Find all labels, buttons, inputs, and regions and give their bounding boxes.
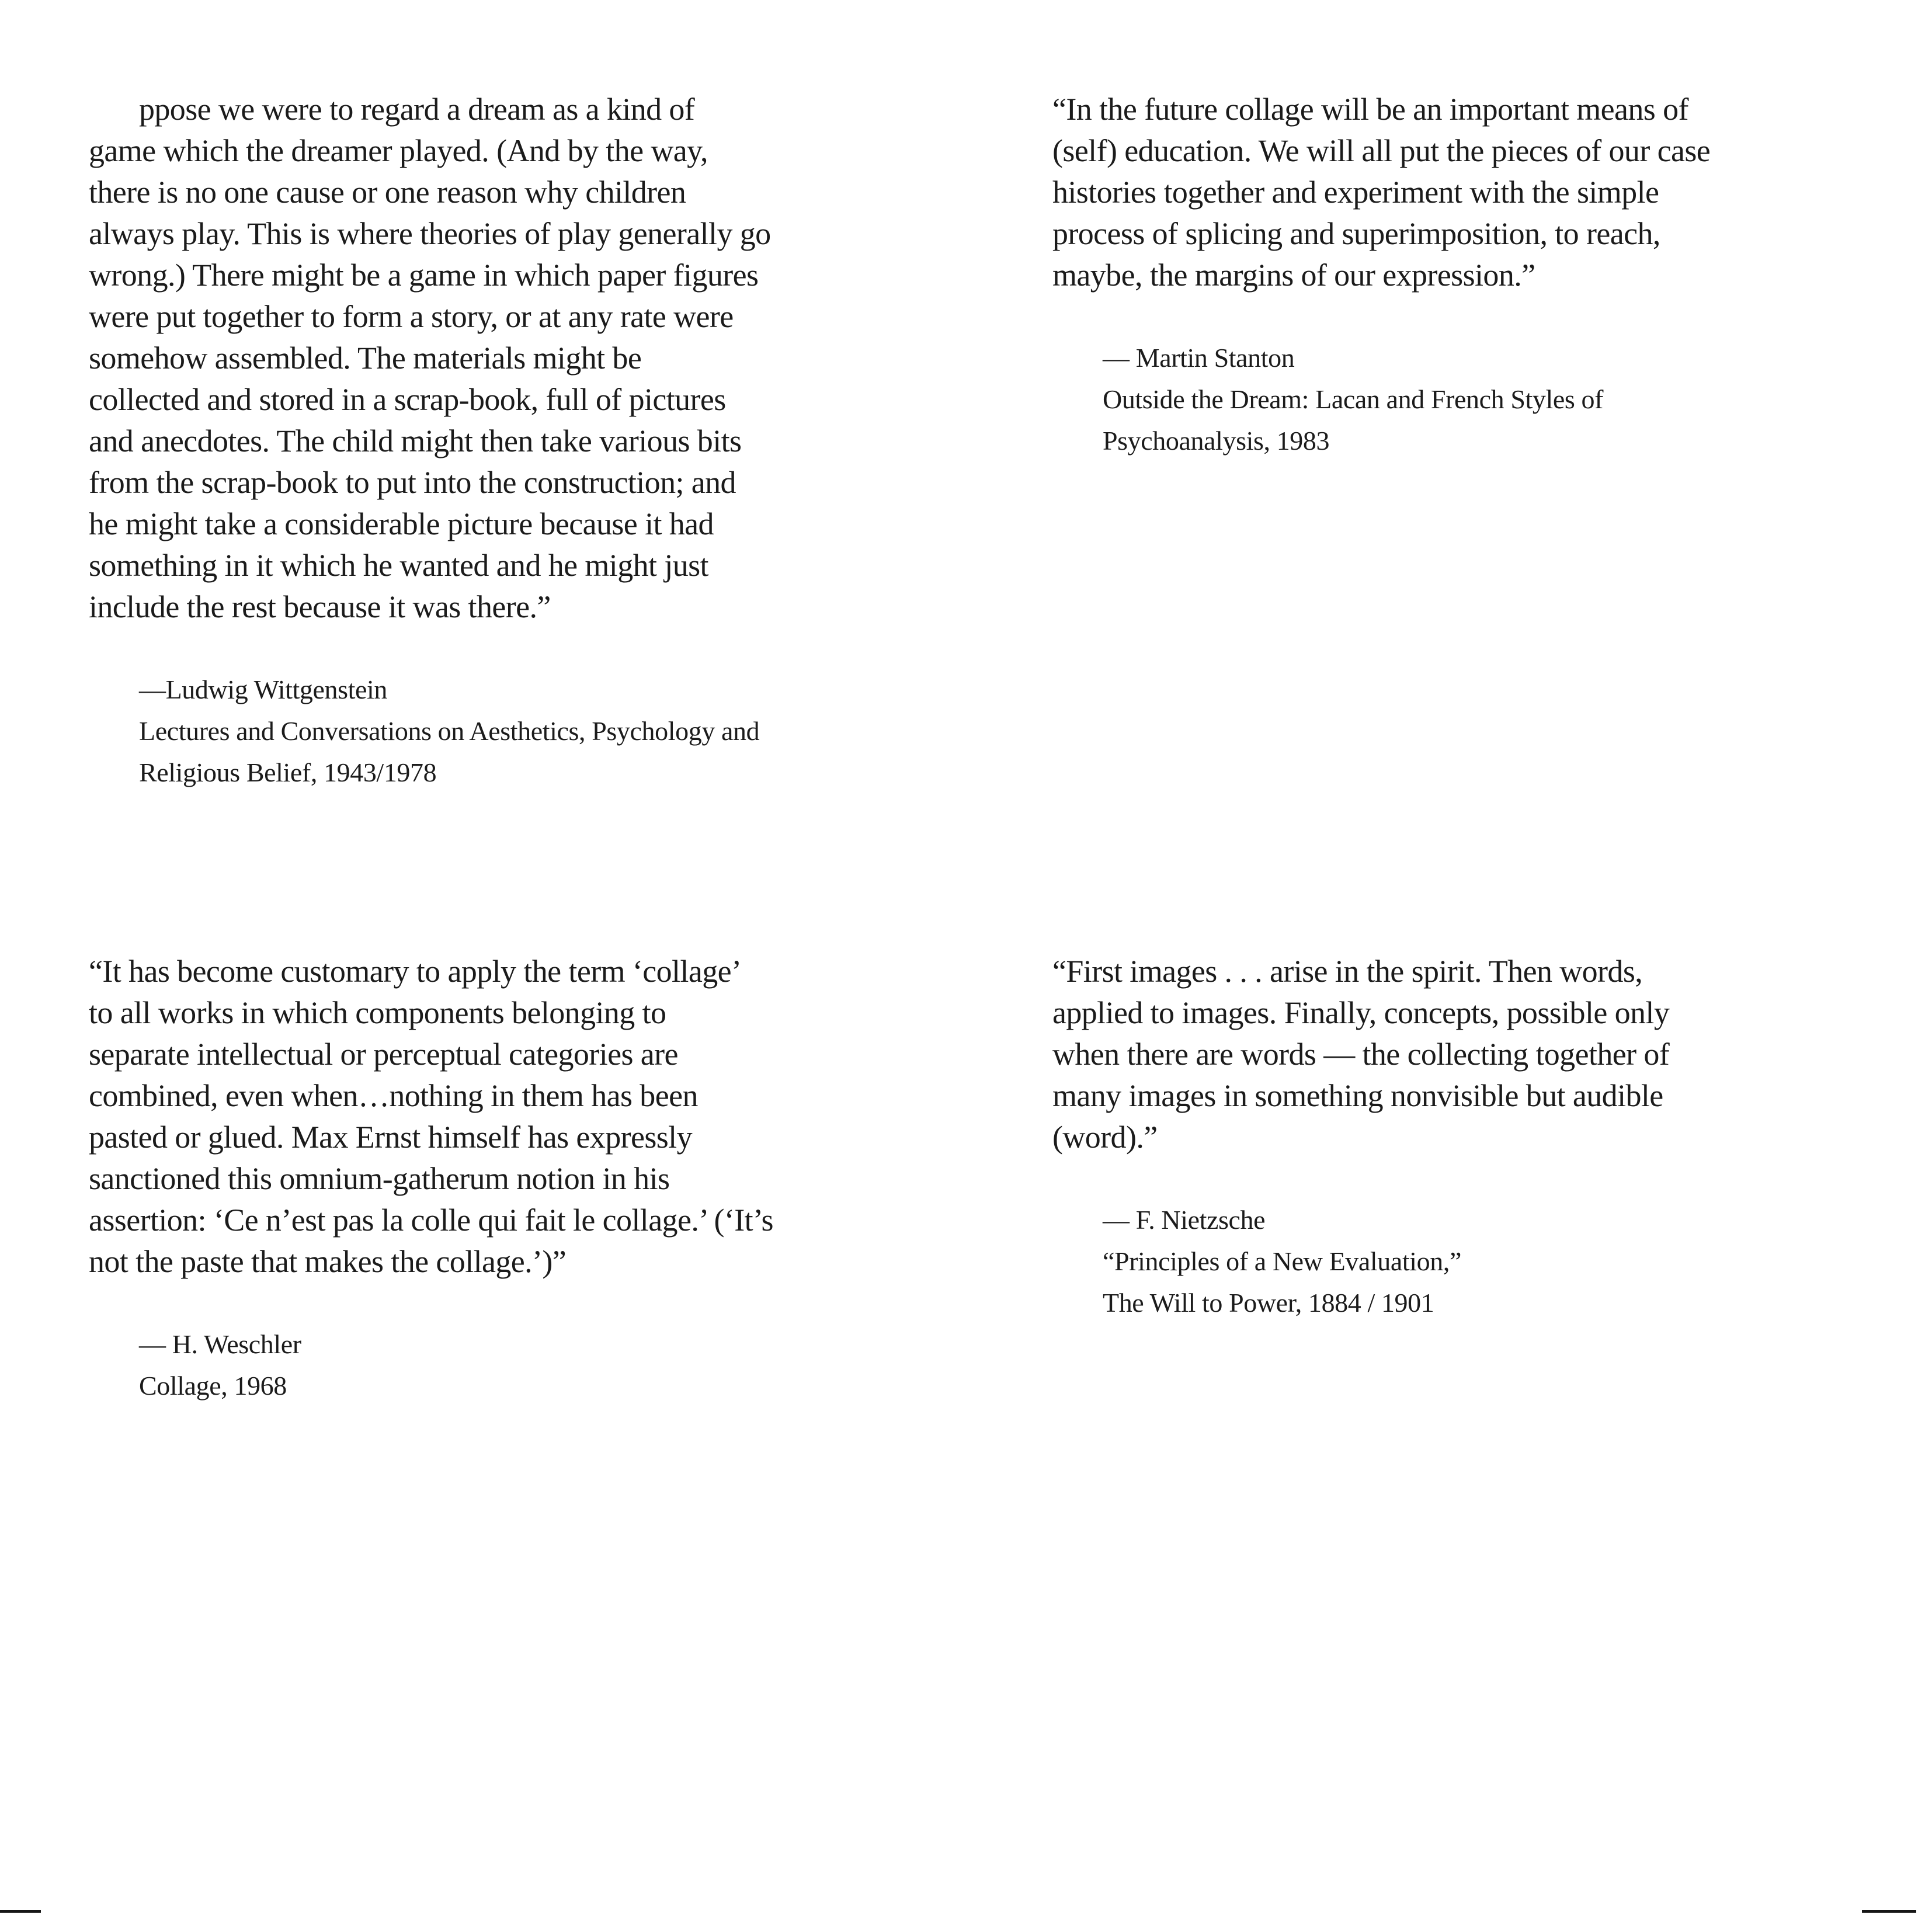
quote-text-weschler: [89, 951, 773, 1283]
text-line: pasted or glued. Max Ernst himself has expressly: [89, 1120, 692, 1155]
text-line: histories together and experiment with the simple: [1052, 175, 1659, 210]
text-line: include the rest because it was there.”: [89, 589, 551, 624]
text-line: The Will to Power, 1884 / 1901: [1103, 1288, 1434, 1318]
quote-block-wittgenstein: [89, 89, 771, 793]
quote-text-wittgenstein: [89, 89, 771, 628]
text-line: always play. This is where theories of play generally go: [89, 216, 771, 251]
text-line: to all works in which components belonging to: [89, 995, 666, 1030]
citation-author: — F. Nietzsche: [1103, 1205, 1266, 1235]
text-line: (self) education. We will all put the pieces of our case: [1052, 133, 1711, 168]
text-line: “Principles of a New Evaluation,”: [1103, 1246, 1461, 1276]
crop-mark-bottom-right: [1862, 1910, 1916, 1913]
text-line: (word).”: [1052, 1120, 1158, 1155]
quote-text-nietzsche: [1052, 951, 1669, 1158]
text-line: he might take a considerable picture because it had: [89, 506, 714, 541]
text-line: Religious Belief, 1943/1978: [139, 757, 437, 787]
text-line: somehow assembled. The materials might be: [89, 340, 642, 376]
text-line: from the scrap-book to put into the construction; and: [89, 465, 736, 500]
text-line: collected and stored in a scrap-book, full of pictures: [89, 382, 726, 417]
citation-source: [1103, 1240, 1669, 1323]
text-line: process of splicing and superimposition, to reach,: [1052, 216, 1660, 251]
text-line: Outside the Dream: Lacan and French Styles of: [1103, 384, 1604, 414]
citation-source: [1103, 378, 1710, 461]
text-line: many images in something nonvisible but audible: [1052, 1078, 1663, 1113]
text-line: ppose we were to regard a dream as a kind of: [139, 92, 695, 127]
citation-source: [139, 710, 771, 793]
citation-author: — Martin Stanton: [1103, 343, 1295, 373]
text-line: sanctioned this omnium-gatherum notion in his: [89, 1161, 670, 1196]
citation-author: — H. Weschler: [139, 1329, 301, 1359]
quote-block-stanton: [1052, 89, 1710, 461]
text-line: not the paste that makes the collage.’)”: [89, 1244, 567, 1279]
text-line: and anecdotes. The child might then take various bits: [89, 423, 742, 458]
text-line: Lectures and Conversations on Aesthetics, Psychology and: [139, 716, 760, 746]
text-line: wrong.) There might be a game in which paper figures: [89, 258, 759, 293]
quote-block-nietzsche: [1052, 951, 1669, 1323]
citation-weschler: [89, 1323, 773, 1406]
quote-text-stanton: [1052, 89, 1710, 296]
text-line: “It has become customary to apply the term ‘collage’: [89, 954, 742, 989]
text-line: game which the dreamer played. (And by the way,: [89, 133, 708, 168]
text-line: combined, even when…nothing in them has been: [89, 1078, 698, 1113]
text-line: separate intellectual or perceptual categories are: [89, 1037, 678, 1072]
text-line: Psychoanalysis, 1983: [1103, 426, 1330, 456]
citation-source: [139, 1365, 773, 1406]
citation-stanton: [1052, 337, 1710, 461]
citation-author: —Ludwig Wittgenstein: [139, 675, 387, 704]
text-line: Collage, 1968: [139, 1371, 287, 1401]
text-line: assertion: ‘Ce n’est pas la colle qui fait le collage.’ (‘It’s: [89, 1203, 773, 1238]
text-line: “First images . . . arise in the spirit. Then words,: [1052, 954, 1643, 989]
text-line: maybe, the margins of our expression.”: [1052, 258, 1535, 293]
text-line: there is no one cause or one reason why children: [89, 175, 686, 210]
text-line: “In the future collage will be an important means of: [1052, 92, 1688, 127]
crop-mark-bottom-left: [0, 1910, 41, 1913]
text-line: when there are words — the collecting together of: [1052, 1037, 1670, 1072]
text-line: something in it which he wanted and he might just: [89, 548, 708, 583]
quote-block-weschler: [89, 951, 773, 1406]
citation-nietzsche: [1052, 1199, 1669, 1323]
text-line: were put together to form a story, or at any rate were: [89, 299, 734, 334]
text-line: applied to images. Finally, concepts, possible only: [1052, 995, 1670, 1030]
citation-wittgenstein: [89, 669, 771, 793]
